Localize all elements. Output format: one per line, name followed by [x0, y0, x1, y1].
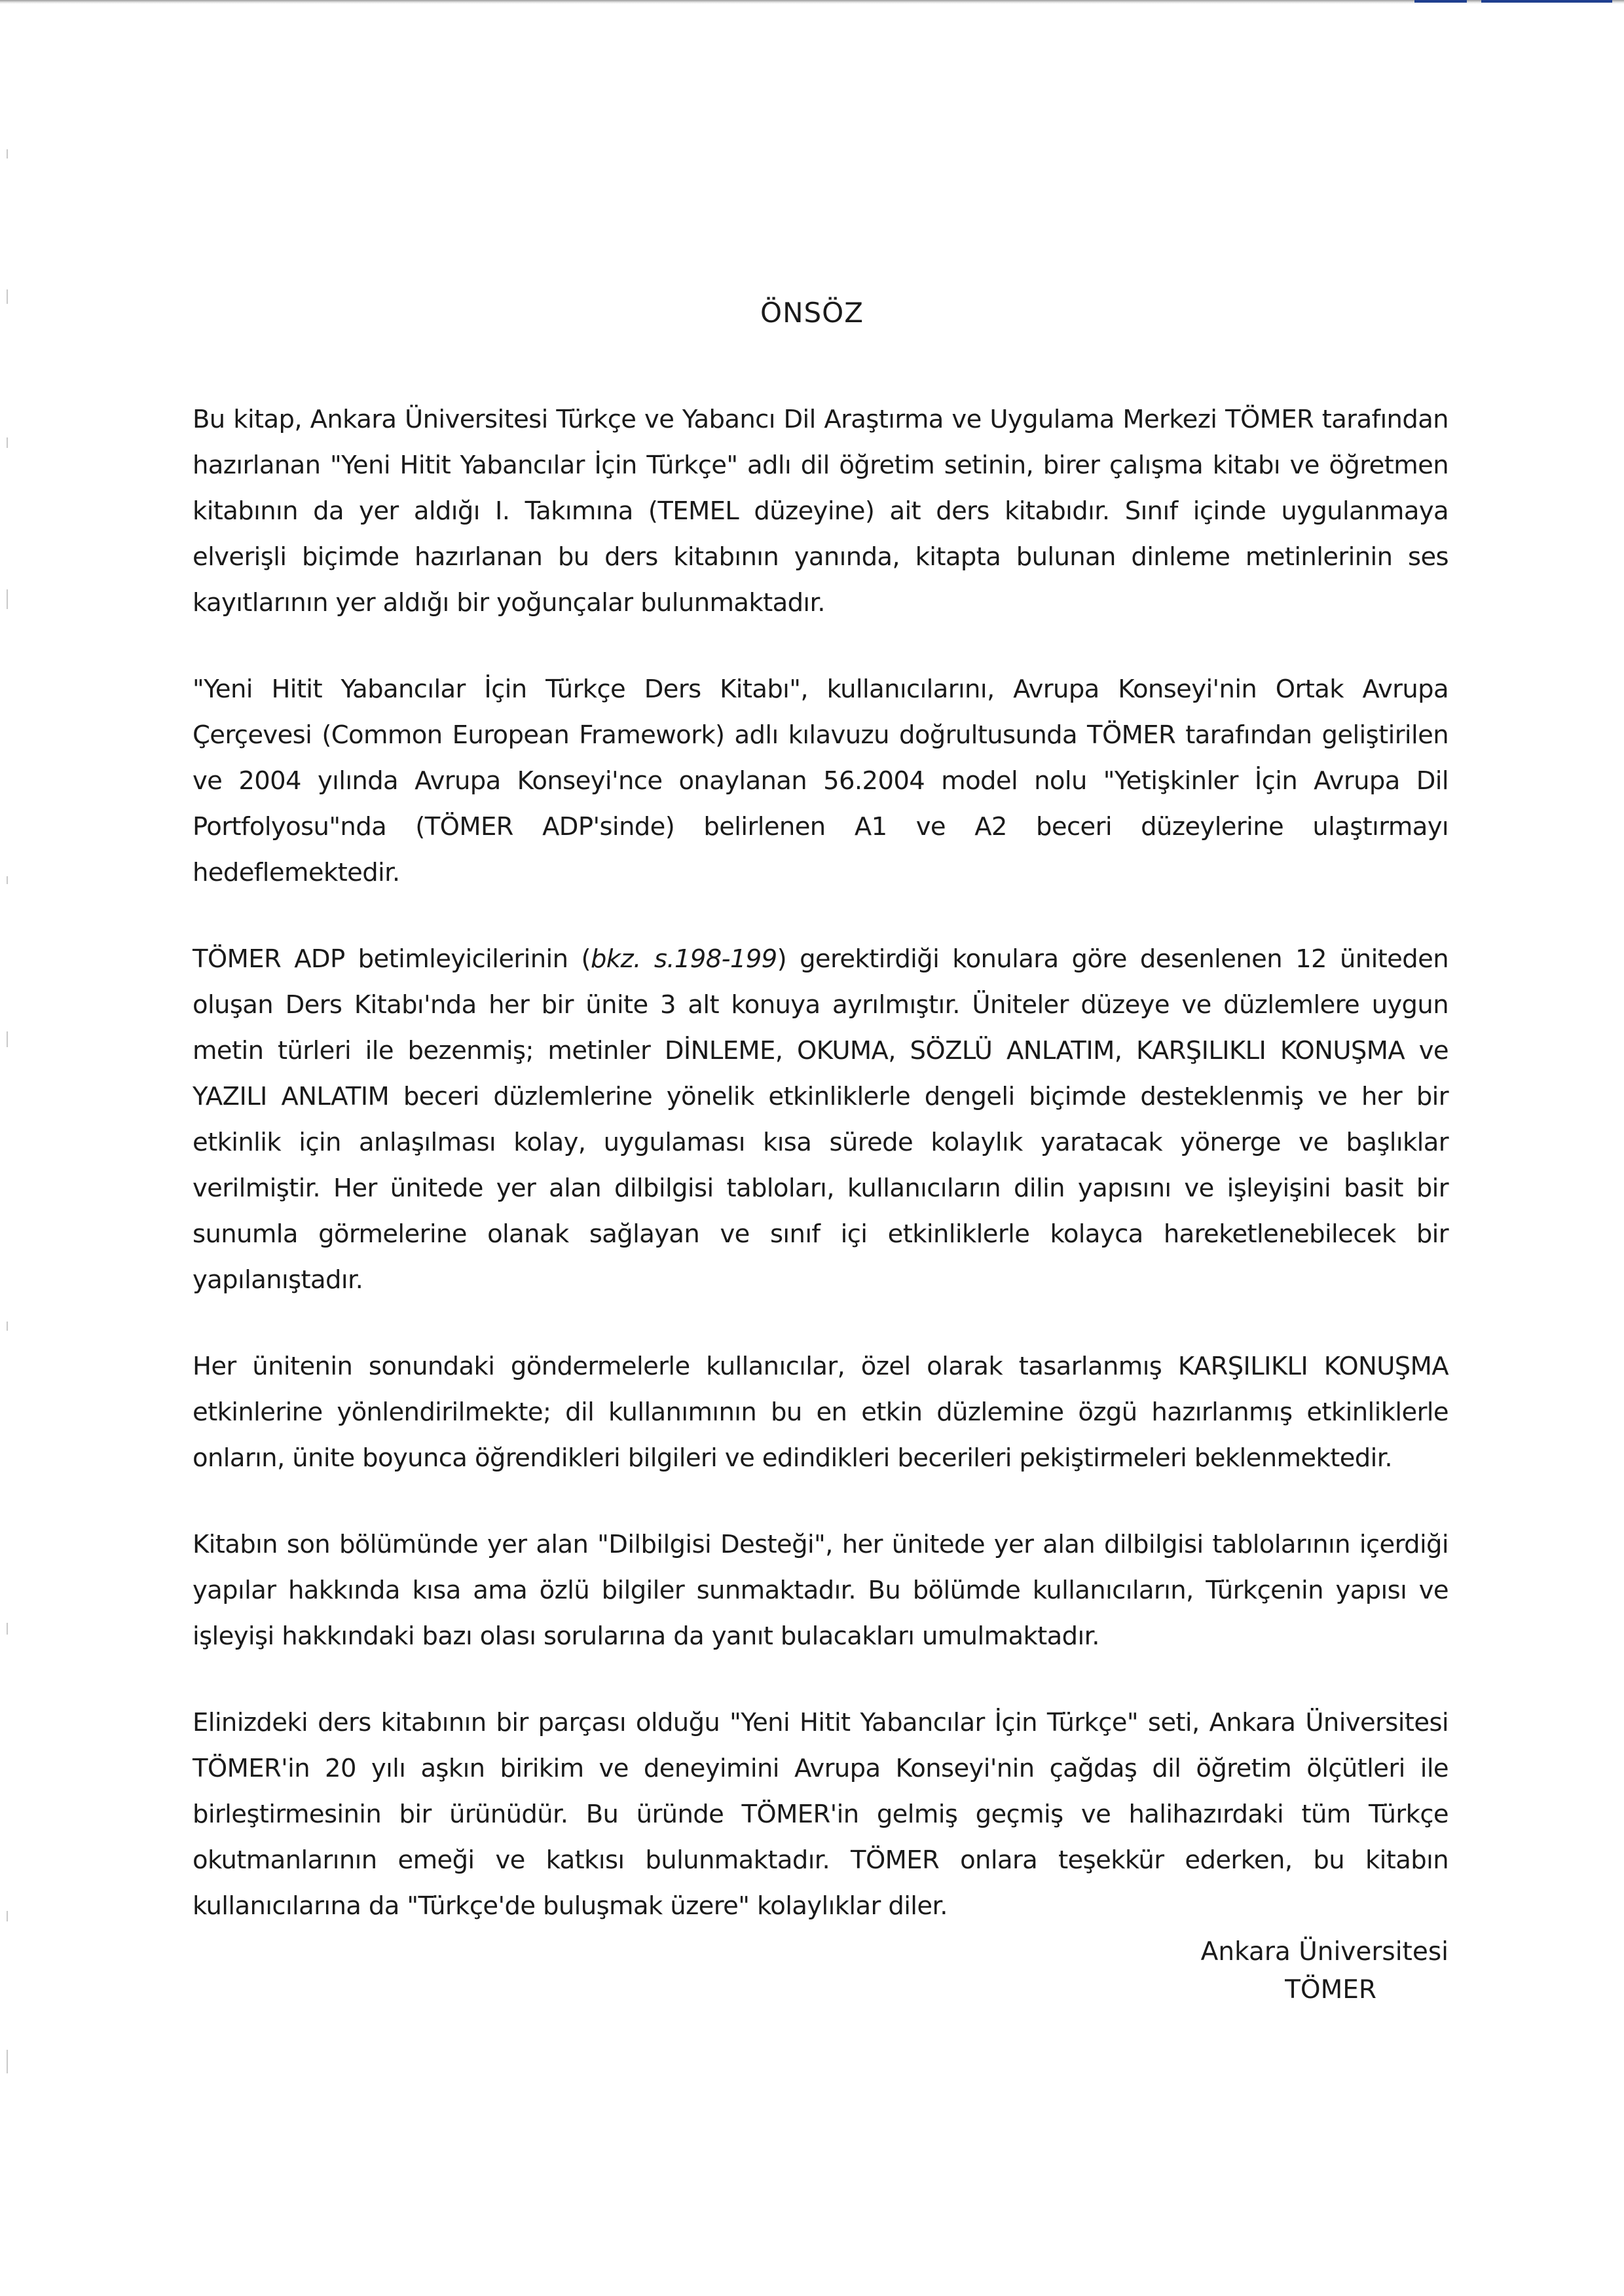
- signature-unit: TÖMER: [1285, 1975, 1376, 2005]
- page-reference: bkz. s.198-199: [590, 944, 777, 974]
- paragraph-text: ) gerektirdiği konulara göre desenlenen 12 üniteden oluşan Ders Kitabı'nda her bir ünite 3 alt konuya ayrılmıştır. Üniteler düzeye ve düzlemlere uygun metin türleri ile bezenmiş; metinler DİNLEME, OKUMA, SÖZLÜ ANLATIM, KARŞILIKLI KONUŞMA ve YAZILI ANLATIM beceri düzlemlerine yönelik etkinliklerle dengeli biçimde desteklenmiş ve her bir etkinlik için anlaşılması kolay, uygulaması kısa sürede kolaylık yaratacak yönerge ve başlıklar verilmiştir. Her ünitede yer alan dilbilgisi tabloları, kullanıcıların dilin yapısını ve işleyişini basit bir sunumla görmelerine olanak sağlayan ve sınıf içi etkinliklerle kolayca hareketlenebilecek bir yapılanıştadır.: [193, 944, 1449, 1295]
- paragraph: Bu kitap, Ankara Üniversitesi Türkçe ve Yabancı Dil Araştırma ve Uygulama Merkezi TÖMER tarafından hazırlanan "Yeni Hitit Yabancılar İçin Türkçe" adlı dil öğretim setinin, birer çalışma kitabı ve öğretmen kitabının da yer aldığı I. Takımına (TEMEL düzeyine) ait ders kitabıdır. Sınıf içinde uygulanmaya elverişli biçimde hazırlanan bu ders kitabının yanında, kitapta bulunan dinleme metinlerinin ses kayıtlarının yer aldığı bir yoğunçalar bulunmaktadır.: [193, 405, 1449, 618]
- paragraph: Kitabın son bölümünde yer alan "Dilbilgisi Desteği", her ünitede yer alan dilbilgisi tablolarının içerdiği yapılar hakkında kısa ama özlü bilgiler sunmaktadır. Bu bölümde kullanıcıların, Türkçenin yapısı ve işleyişi hakkındaki bazı olası sorularına da yanıt bulacakları umulmaktadır.: [193, 1530, 1449, 1651]
- paragraph-text: TÖMER ADP betimleyicilerinin (: [193, 944, 591, 974]
- scan-edge-mark: [1414, 0, 1467, 3]
- paragraph: Her ünitenin sonundaki göndermelerle kullanıcılar, özel olarak tasarlanmış KARŞILIKLI KONUŞMA etkinlerine yönlendirilmekte; dil kullanımının bu en etkin düzlemine özgü hazırlanmış etkinliklerle onların, ünite boyunca öğrendikleri bilgileri ve edindikleri becerileri pekiştirmeleri beklenmektedir.: [193, 1352, 1449, 1473]
- paragraph: "Yeni Hitit Yabancılar İçin Türkçe Ders Kitabı", kullanıcılarını, Avrupa Konseyi'nin Ortak Avrupa Çerçevesi (Common European Framework) adlı kılavuzu doğrultusunda TÖMER tarafından geliştirilen ve 2004 yılında Avrupa Konseyi'nce onaylanan 56.2004 model nolu "Yetişkinler İçin Avrupa Dil Portfolyosu"nda (TÖMER ADP'sinde) belirlenen A1 ve A2 beceri düzeylerine ulaştırmayı hedeflemektedir.: [193, 675, 1449, 887]
- paragraph: [193, 936, 1449, 1303]
- page-title: ÖNSÖZ: [760, 297, 864, 329]
- scan-edge-mark: [1481, 0, 1612, 3]
- signature-institution: Ankara Üniversitesi: [1200, 1937, 1449, 1967]
- paragraph: Elinizdeki ders kitabının bir parçası olduğu "Yeni Hitit Yabancılar İçin Türkçe" seti, Ankara Üniversitesi TÖMER'in 20 yılı aşkın birikim ve deneyimini Avrupa Konseyi'nin çağdaş dil öğretim ölçütleri ile birleştirmesinin bir ürünüdür. Bu üründe TÖMER'in gelmiş geçmiş ve halihazırdaki tüm Türkçe okutmanlarının emeği ve katkısı bulunmaktadır. TÖMER onlara teşekkür ederken, bu kitabın kullanıcılarına da "Türkçe'de buluşmak üzere" kolaylıklar diler.: [193, 1708, 1449, 1921]
- signature: [1113, 1933, 1449, 2009]
- scan-top-edge: [0, 0, 1624, 4]
- foreword-body: [193, 397, 1449, 1970]
